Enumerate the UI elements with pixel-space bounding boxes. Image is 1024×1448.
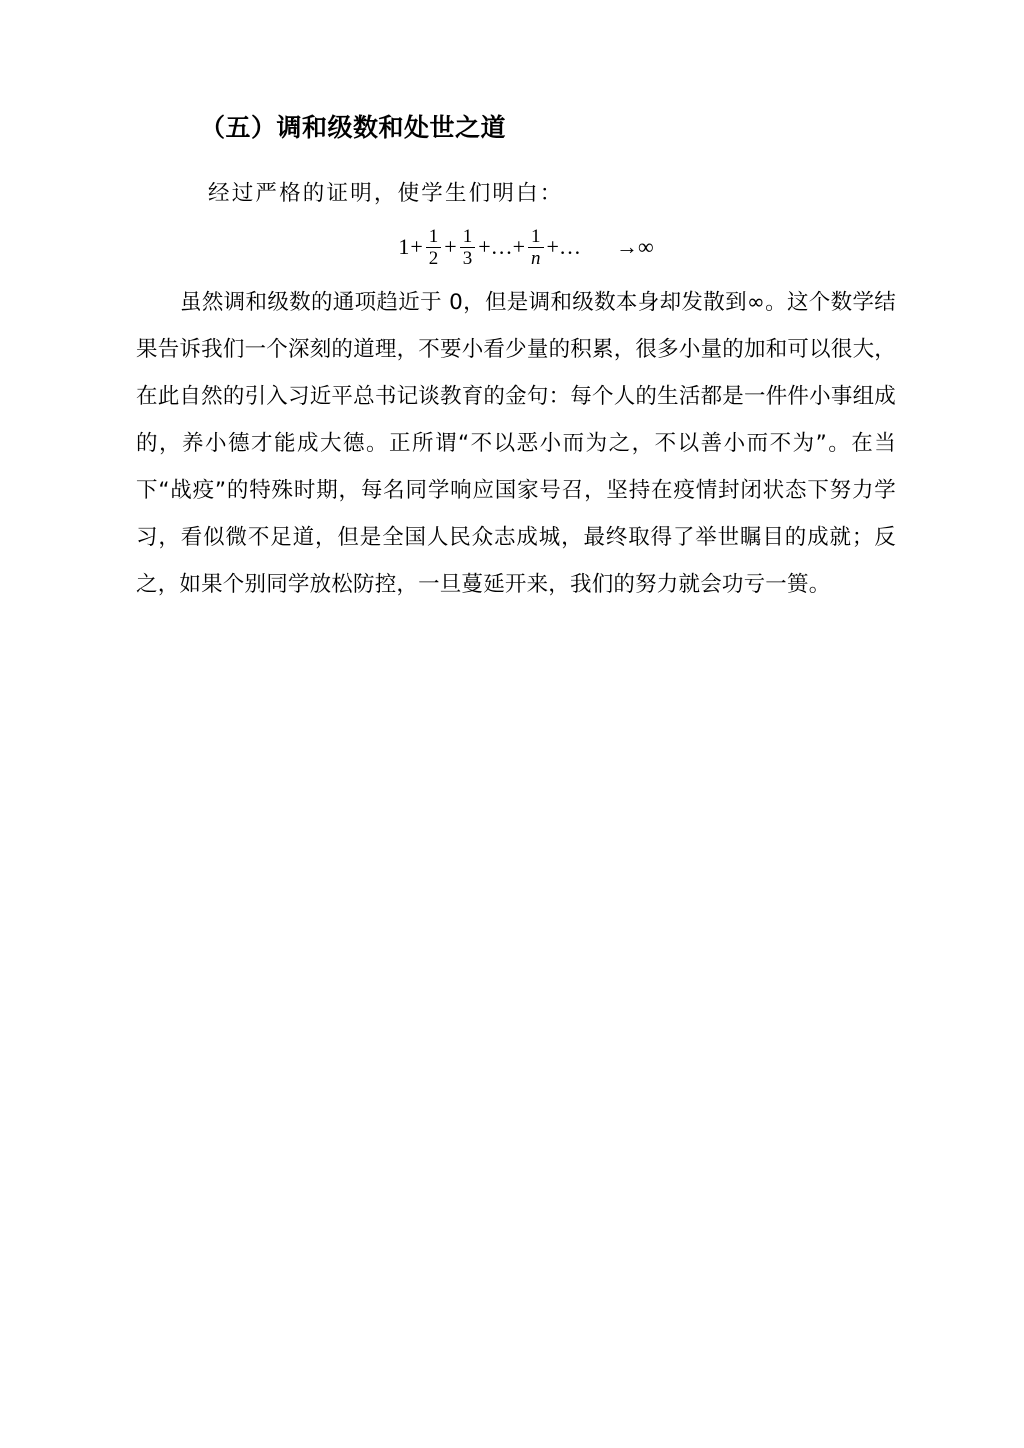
- formula-fraction-third: [460, 226, 476, 270]
- formula-plus-2: +: [444, 233, 457, 259]
- fraction-numerator: 1: [462, 226, 473, 247]
- document-content: [136, 108, 896, 608]
- formula-lead-term: 1: [398, 233, 410, 259]
- formula-ellipsis: +…+: [478, 233, 526, 259]
- body-paragraph: 虽然调和级数的通项趋近于 0，但是调和级数本身却发散到∞。这个数学结果告诉我们一个深刻的道理，不要小看少量的积累，很多小量的加和可以很大，在此自然的引入习近平总书记谈教育的金句：每个人的生活都是一件件小事组成的，养小德才能成大德。正所谓“不以恶小而为之，不以善小而不为”。在当下“战疫”的特殊时期，每名同学响应国家号召，坚持在疫情封闭状态下努力学习，看似微不足道，但是全国人民众志成城，最终取得了举世瞩目的成就；反之，如果个别同学放松防控，一旦蔓延开来，我们的努力就会功亏一篑。: [136, 289, 896, 597]
- fraction-denominator: 3: [460, 247, 476, 269]
- fraction-numerator: 1: [428, 226, 439, 247]
- fraction-numerator: 1: [531, 226, 541, 247]
- formula-fraction-nth: [528, 226, 544, 270]
- formula-plus-1: +: [410, 233, 423, 259]
- section-heading: （五）调和级数和处世之道: [200, 113, 507, 142]
- harmonic-series-formula: [136, 227, 896, 271]
- formula-tail: +…: [546, 233, 581, 259]
- fraction-denominator: n: [528, 247, 544, 269]
- formula-limit: →∞: [615, 233, 654, 259]
- fraction-denominator: 2: [426, 247, 442, 269]
- formula-fraction-half: [426, 226, 442, 270]
- intro-paragraph: 经过严格的证明，使学生们明白：: [208, 181, 564, 206]
